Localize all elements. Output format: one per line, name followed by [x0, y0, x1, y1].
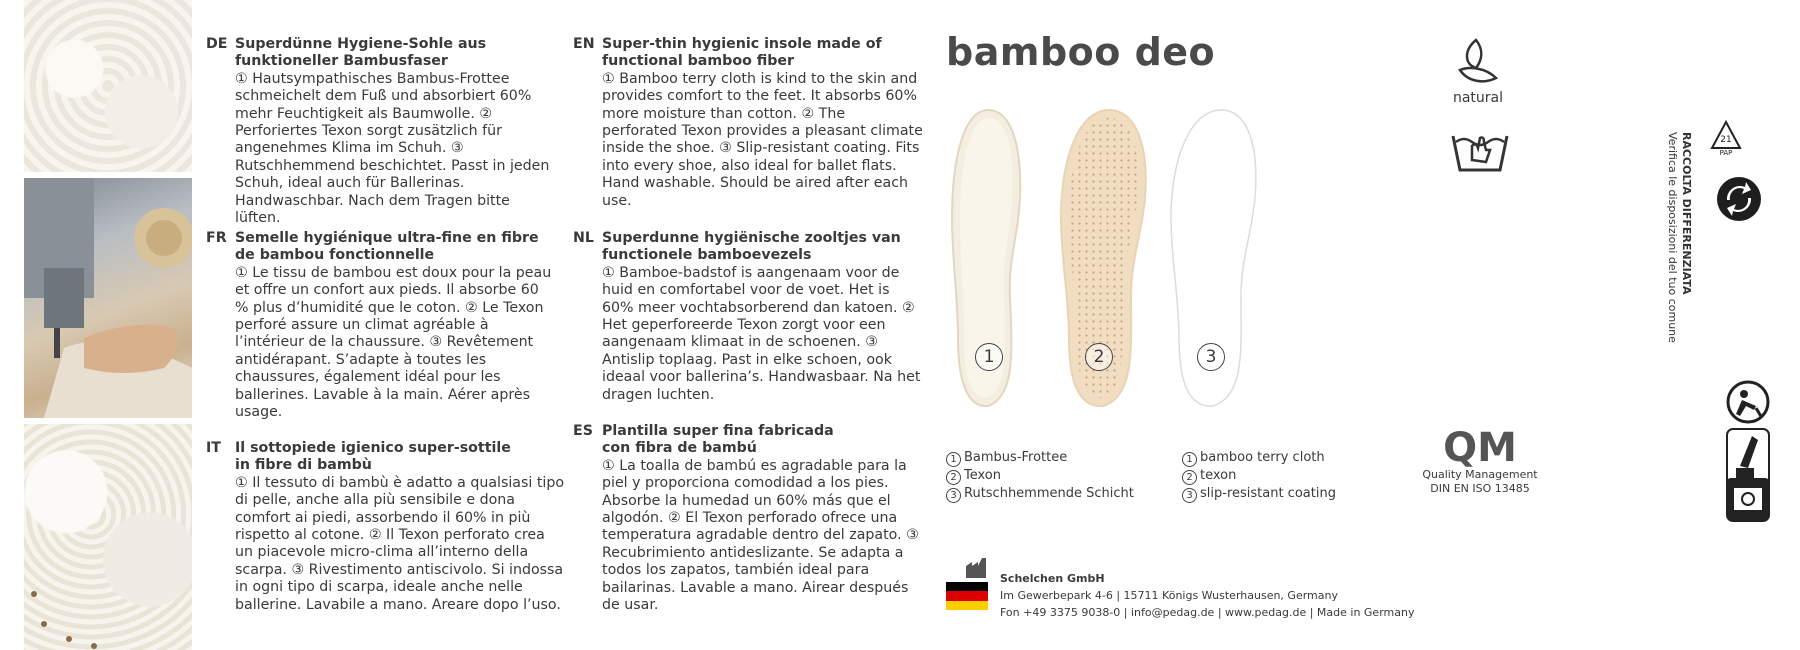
- block-text: ① Bamboe-badstof is aangenaam voor de huid en comfortabel voor de voet. Het is 60% meer vochtabsorberend dan katoen. ② Het geperforeerde Texon zorgt voor een aangenaam klimaat in de schoenen. ③ Antislip toplaag. Past in elke schoen, ook ideaal voor ballerina’s. Handwasbaar. Na het dragen luchten.: [602, 264, 921, 403]
- company-name: Schelchen GmbH: [1000, 572, 1105, 585]
- company-address: Im Gewerbepark 4-6 | 15711 Königs Wusterhausen, Germany: [1000, 589, 1338, 602]
- legend-item: 2 texon: [1182, 467, 1336, 485]
- company-info: [1000, 570, 1414, 621]
- insole-bamboo-terry: [950, 108, 1026, 412]
- recycling-line1: RACCOLTA DIFFERENZIATA: [1680, 132, 1693, 295]
- qm-logo: QM: [1443, 425, 1517, 471]
- german-flag: [946, 582, 988, 610]
- quality-management-mark: [1418, 425, 1542, 496]
- legend-item: 2 Texon: [946, 467, 1134, 485]
- text-block-fr: [206, 230, 556, 421]
- layer-number-1: 1: [975, 343, 1003, 371]
- block-text: ① Le tissu de bambou est doux pour la peau et offre un confort aux pieds. Il absorbe 60 % plus d’humidité que le coton. ② Le Texon perforé assure un climat agréable à l’intérieur de la chaussure. ③ Revêtement antidérapant. S’adapte à toutes les chaussures, également idéal pour les ballerines. Lavable à la main. Aérer après usage.: [235, 264, 552, 421]
- text-block-es: [573, 423, 923, 614]
- recycling-line2: Verifica le disposizioni del tuo comune: [1666, 132, 1679, 343]
- product-name: bamboo deo: [946, 30, 1216, 74]
- layer-number-2: 2: [1085, 343, 1113, 371]
- sewing-photo: [24, 178, 192, 418]
- company-contact: Fon +49 3375 9038-0 | info@pedag.de | www.pedag.de | Made in Germany: [1000, 606, 1415, 619]
- number-badge: 3: [946, 488, 961, 503]
- bamboo-terry-photo: [24, 0, 192, 172]
- legend-en: [1182, 449, 1336, 503]
- text-block-en: [573, 36, 923, 210]
- recycling-triangle-icon: [1710, 120, 1742, 160]
- lang-code: NL: [573, 230, 594, 246]
- legend-item: 3 slip-resistant coating: [1182, 485, 1336, 503]
- tidyman-icon: [1726, 380, 1770, 428]
- terry-fabric-photo: [24, 424, 192, 650]
- block-text: ① Bamboo terry cloth is kind to the skin and provides comfort to the feet. It absorbs 60% more moisture than cotton. ② The perforated Texon provides a pleasant climate inside the shoe. ③ Slip-resistant coating. Fits into every shoe, also ideal for ballet flats. Hand washable. Should be aired after each use.: [602, 70, 923, 209]
- qm-line2: DIN EN ISO 13485: [1430, 482, 1530, 495]
- lang-code: EN: [573, 36, 595, 52]
- legend-item: 1 bamboo terry cloth: [1182, 449, 1336, 467]
- text-block-de: [206, 36, 556, 227]
- hand-wash-icon: [1450, 130, 1510, 178]
- block-title: Super-thin hygienic insole made of functional bamboo fiber: [602, 36, 882, 70]
- natural-label: natural: [1452, 90, 1504, 106]
- number-badge: 2: [1182, 470, 1197, 485]
- block-title: Plantilla super fina fabricada con fibra de bambú: [602, 423, 834, 457]
- block-text: ① Hautsympathisches Bambus-Frottee schmeichelt dem Fuß und absorbiert 60% mehr Feuchtigkeit als Baumwolle. ② Perforiertes Texon sorgt zusätzlich für angenehmes Klima im Schuh. ③ Rutschhemmend beschichtet. Passt in jeden Schuh, ideal auch für Ballerinas. Handwaschbar. Nach dem Tragen bitte lüften.: [235, 70, 550, 227]
- recycling-code: 21: [1720, 135, 1732, 145]
- legend-de: [946, 449, 1134, 503]
- legend-item: 3 Rutschhemmende Schicht: [946, 485, 1134, 503]
- lang-code: DE: [206, 36, 228, 52]
- lang-code: FR: [206, 230, 227, 246]
- recycling-instructions: [1663, 132, 1693, 352]
- number-badge: 1: [946, 452, 961, 467]
- leaf-icon: [1456, 36, 1500, 92]
- block-title: Il sottopiede igienico super-sottile in fibre di bambù: [235, 440, 511, 474]
- block-text: ① La toalla de bambú es agradable para la piel y proporciona comodidad a los pies. Absorbe la humedad un 60% más que el algodón. ② El Texon perforado ofrece una temperatura agradable dentro del zapato. ③ Recubrimiento antideslizante. Se adapta a todos los zapatos, también ideal para bailarinas. Lavable a mano. Airear después de usar.: [602, 457, 919, 614]
- number-badge: 2: [946, 470, 961, 485]
- legend-item: 1 Bambus-Frottee: [946, 449, 1134, 467]
- insole-texon: [1055, 108, 1151, 412]
- text-block-nl: [573, 230, 923, 404]
- recycling-pap: PAP: [1719, 149, 1733, 156]
- block-text: ① Il tessuto di bambù è adatto a qualsiasi tipo di pelle, anche alla più sensibile e dona comfort ai piedi, assorbendo il 60% in più rispetto al cotone. ② Il Texon perforato crea un piacevole micro-clima all’interno della scarpa. ③ Rivestimento antiscivolo. Si indossa in ogni tipo di scarpa, ideale anche nelle ballerine. Lavabile a mano. Areare dopo l’uso.: [235, 474, 565, 613]
- disposal-icon: [1726, 428, 1770, 526]
- block-title: Superdünne Hygiene-Sohle aus funktioneller Bambusfaser: [235, 36, 487, 70]
- insole-coating: [1165, 108, 1261, 412]
- block-title: Superdunne hygiënische zooltjes van functionele bamboevezels: [602, 230, 901, 264]
- block-title: Semelle hygiénique ultra-fine en fibre de bambou fonctionnelle: [235, 230, 539, 264]
- lang-code: ES: [573, 423, 593, 439]
- number-badge: 1: [1182, 452, 1197, 467]
- green-dot-icon: [1716, 176, 1762, 226]
- number-badge: 3: [1182, 488, 1197, 503]
- layer-number-3: 3: [1197, 343, 1225, 371]
- text-block-it: [206, 440, 566, 614]
- lang-code: IT: [206, 440, 221, 456]
- factory-icon: [966, 558, 988, 582]
- qm-line1: Quality Management: [1422, 468, 1538, 481]
